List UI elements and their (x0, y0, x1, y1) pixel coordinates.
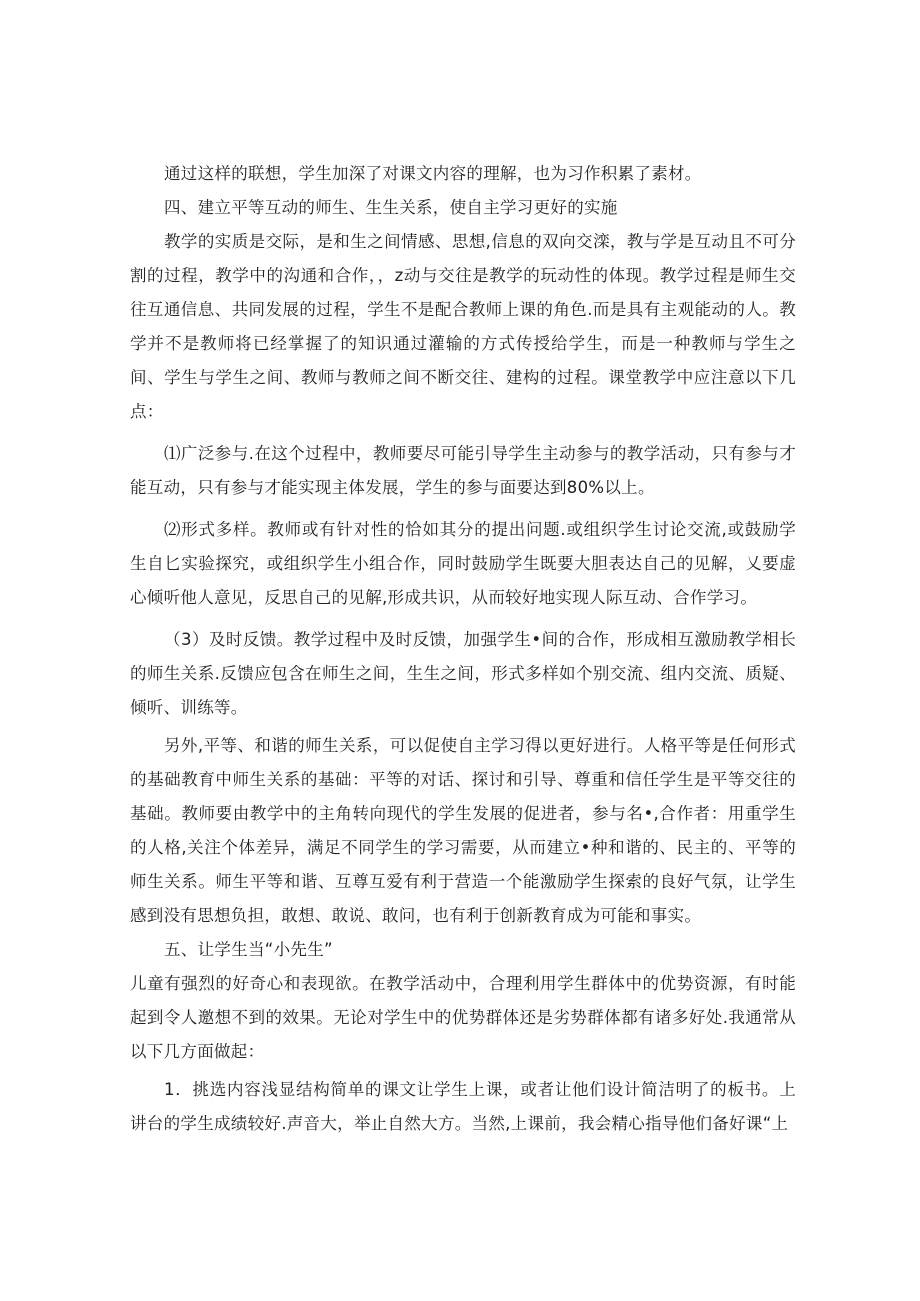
list-item: ⑵形式多样。教师或有针对性的恰如其分的提出问题.或组织学生讨论交流,或鼓励学生自匕实验探究，或组织学生小组合作，同时鼓励学生既要大胆表达自己的见解，乂要虚心倾听他人意见，反思自己的见解,形成共识，从而较好地实现人际互动、合作学习。 (130, 520, 796, 607)
document-body (130, 157, 796, 1141)
section-heading-5: 五、让学生当“小先生” (164, 940, 333, 959)
list-item: ⑴广泛参与.在这个过程中，教师要尽可能引导学生主动参与的教学活动，只有参与才能互动，只有参与才能实现主体发展，学生的参与面要达到80%以上。 (130, 444, 796, 497)
body-paragraph: 通过这样的联想，学生加深了对课文内容的理解，也为习作积累了素材。 (164, 164, 702, 183)
list-item: 1．挑选内容浅显结构简单的课文让学生上课，或者让他们设计简洁明了的板书。上讲台的学生成绩较好.声音大，举止自然大方。当然,上课前，我会精心指导他们备好课“上 (130, 1080, 796, 1133)
body-paragraph: 另外,平等、和谐的师生关系，可以促使自主学习得以更好进行。人格平等是任何形式的基础教育中师生关系的基础：平等的对话、探讨和引导、尊重和信任学生是平等交往的基础。教师要由教学中的主角转向现代的学生发展的促进者，参与名•,合作者：用重学生的人格,关注个体差异，满足不同学生的学习需要，从而建立•种和谐的、民主的、平等的师生关系。师生平等和谐、互尊互爱有利于营造一个能激励学生探索的良好气氛，让学生感到没有思想负担，敢想、敢说、敢问，也有利于创新教育成为可能和事实。 (130, 736, 796, 925)
list-item: （3）及时反馈。教学过程中及时反馈，加强学生•间的合作，形成相互激励教学相长的师生关系.反馈应包含在师生之间，生生之间，形式多样如个别交流、组内交流、质疑、倾听、训练等。 (130, 630, 796, 717)
body-paragraph: 教学的实质是交际，是和生之间情感、思想,信息的双向交滦，教与学是互动且不可分割的过程，教学中的沟通和合作，，z动与交往是教学的玩动性的体现。教学过程是师生交往互通信息、共同发展的过程，学生不是配合教师上课的角色.而是具有主观能动的人。教学并不是教师将已经掌握了的知识通过灌输的方式传授给学生，而是一种教师与学生之间、学生与学生之间、教师与教师之间不断交往、建构的过程。课堂教学中应注意以下几点： (130, 232, 796, 421)
section-heading-4: 四、建立平等互动的师生、生生关系，使自主学习更好的实施 (164, 198, 618, 217)
body-paragraph: 儿童有强烈的好奇心和表现欲。在教学活动中，合理利用学生群体中的优势资源，有时能起到令人邀想不到的效果。无论对学生中的优势群体还是劣势群体都有诸多好处.我通常从以下几方面做起： (130, 974, 796, 1061)
